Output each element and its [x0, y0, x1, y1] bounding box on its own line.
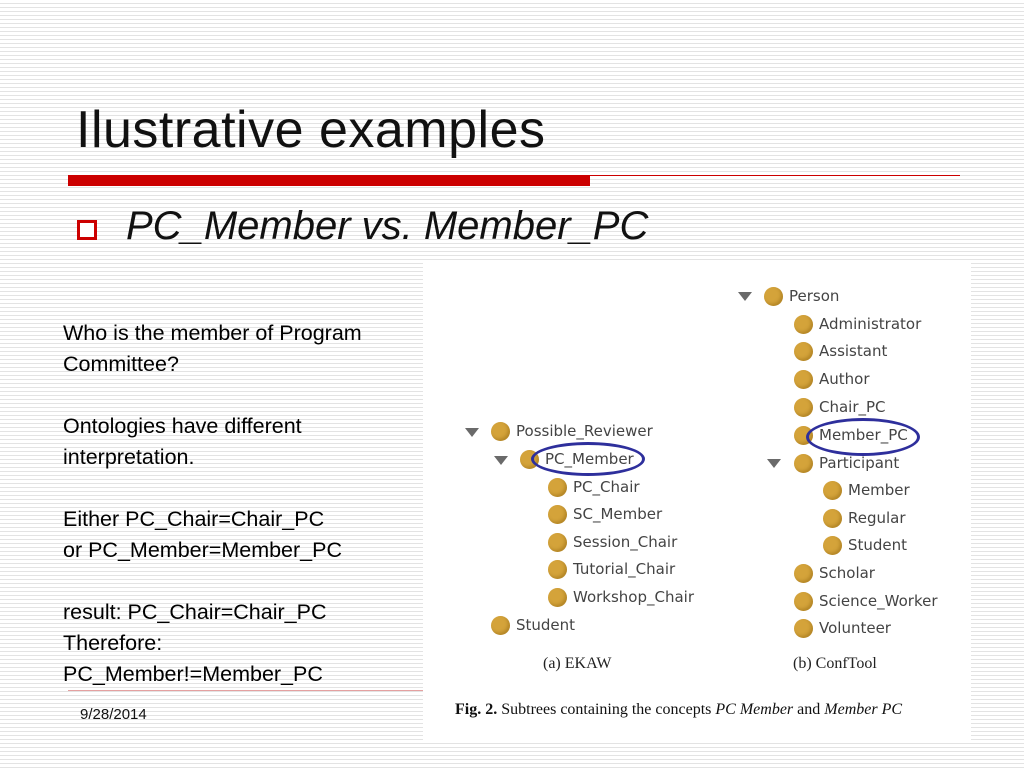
tree-node: Member_PC: [794, 424, 908, 446]
body-line: interpretation.: [63, 445, 195, 469]
tree-node: Participant: [794, 452, 899, 474]
concept-dot-icon: [491, 422, 510, 441]
expand-triangle-icon: [767, 459, 781, 468]
concept-dot-icon: [794, 398, 813, 417]
tree-node: Chair_PC: [794, 396, 886, 418]
expand-triangle-icon: [465, 428, 479, 437]
concept-dot-icon: [794, 592, 813, 611]
body-line: Therefore:: [63, 631, 163, 655]
caption-term: Member PC: [824, 701, 903, 718]
footer-divider: [68, 690, 428, 691]
concept-dot-icon: [794, 342, 813, 361]
concept-dot-icon: [794, 564, 813, 583]
title-underline-thin: [590, 175, 960, 176]
tree-node: Author: [794, 368, 870, 390]
subcaption-conftool: (b) ConfTool: [793, 655, 877, 672]
expand-triangle-icon: [494, 456, 508, 465]
body-line: PC_Member!=Member_PC: [63, 662, 323, 686]
highlight-ellipse: [806, 418, 920, 456]
concept-dot-icon: [823, 536, 842, 555]
tree-node: Regular: [823, 507, 906, 529]
figure-caption: [455, 701, 902, 719]
ontology-figure: [423, 262, 971, 740]
concept-dot-icon: [548, 560, 567, 579]
tree-node: Session_Chair: [548, 531, 677, 553]
body-text: [63, 318, 423, 690]
tree-node: Scholar: [794, 562, 875, 584]
slide-date: 9/28/2014: [80, 706, 147, 723]
body-line: or PC_Member=Member_PC: [63, 538, 342, 562]
body-line: Ontologies have different: [63, 414, 302, 438]
tree-node: Volunteer: [794, 617, 891, 639]
tree-node: SC_Member: [548, 503, 662, 525]
tree-node: PC_Member: [520, 448, 634, 470]
concept-dot-icon: [794, 454, 813, 473]
tree-node: Science_Worker: [794, 590, 938, 612]
concept-dot-icon: [823, 481, 842, 500]
concept-dot-icon: [548, 505, 567, 524]
tree-node: Assistant: [794, 340, 887, 362]
tree-node: Person: [764, 285, 839, 307]
concept-dot-icon: [794, 315, 813, 334]
concept-dot-icon: [794, 370, 813, 389]
title-underline-thick: [68, 175, 590, 186]
concept-dot-icon: [764, 287, 783, 306]
body-line: result: PC_Chair=Chair_PC: [63, 600, 327, 624]
tree-node: Workshop_Chair: [548, 586, 694, 608]
tree-node: Student: [823, 534, 907, 556]
subcaption-ekaw: (a) EKAW: [543, 655, 612, 672]
caption-term: PC Member: [715, 701, 794, 718]
body-line: Either PC_Chair=Chair_PC: [63, 507, 325, 531]
caption-text: Subtrees containing the concepts: [497, 701, 716, 718]
body-line: Who is the member of Program: [63, 321, 362, 345]
body-line: Committee?: [63, 352, 179, 376]
concept-dot-icon: [548, 588, 567, 607]
concept-dot-icon: [548, 533, 567, 552]
bullet-heading: PC_Member vs. Member_PC: [126, 204, 649, 248]
tree-node: Tutorial_Chair: [548, 558, 675, 580]
tree-node: Member: [823, 479, 910, 501]
tree-node: Administrator: [794, 313, 921, 335]
concept-dot-icon: [491, 616, 510, 635]
expand-triangle-icon: [738, 292, 752, 301]
tree-node: Student: [491, 614, 575, 636]
concept-dot-icon: [548, 478, 567, 497]
caption-label: Fig. 2.: [455, 701, 498, 718]
tree-node: PC_Chair: [548, 476, 640, 498]
square-bullet-icon: [77, 220, 97, 240]
caption-and: and: [793, 701, 825, 718]
concept-dot-icon: [823, 509, 842, 528]
slide-title: Ilustrative examples: [76, 101, 546, 159]
highlight-ellipse: [531, 442, 645, 476]
concept-dot-icon: [794, 619, 813, 638]
tree-node: Possible_Reviewer: [491, 420, 653, 442]
